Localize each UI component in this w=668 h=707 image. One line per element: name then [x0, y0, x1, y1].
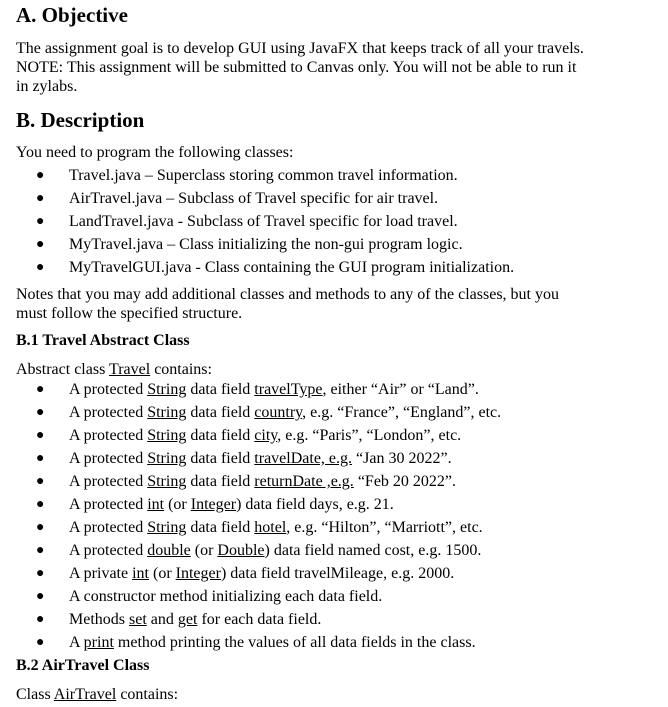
notes-line-1: Notes that you may add additional classes and methods to any of the classes, but you [16, 286, 559, 303]
list-item: ● LandTravel.java - Subclass of Travel specific for load travel. [36, 210, 656, 233]
list-item: ● A protected String data field returnDate ,e.g. “Feb 20 2022”. [36, 470, 656, 493]
notes-line-2: must follow the specified structure. [16, 305, 243, 322]
bullet-icon: ● [36, 635, 45, 650]
section-a-heading: A. Objective [16, 3, 128, 27]
description-intro: You need to program the following classes: [16, 144, 294, 161]
list-item: ● Methods set and get for each data field. [36, 608, 656, 631]
list-item: ● MyTravel.java – Class initializing the non-gui program logic. [36, 233, 656, 256]
list-item: ● AirTravel.java – Subclass of Travel specific for air travel. [36, 187, 656, 210]
objective-line-3: in zylabs. [16, 78, 78, 95]
bullet-icon: ● [36, 382, 45, 397]
travel-class-name: Travel [109, 361, 151, 378]
bullet-icon: ● [36, 497, 45, 512]
section-b1-heading: B.1 Travel Abstract Class [16, 332, 190, 349]
list-item: ● A private int (or Integer) data field travelMileage, e.g. 2000. [36, 562, 656, 585]
travel-fields-list [36, 378, 656, 654]
list-item: ● A protected String data field travelDate, e.g. “Jan 30 2022”. [36, 447, 656, 470]
travel-class-intro: Abstract class Travel contains: [16, 361, 212, 378]
list-item: ● Travel.java – Superclass storing common travel information. [36, 164, 656, 187]
bullet-icon: ● [36, 191, 45, 206]
list-item: ● A protected String data field country, e.g. “France”, “England”, etc. [36, 401, 656, 424]
section-b-heading: B. Description [16, 108, 145, 132]
list-item: ● A constructor method initializing each data field. [36, 585, 656, 608]
objective-line-1: The assignment goal is to develop GUI using JavaFX that keeps track of all your travels. [16, 40, 584, 57]
airtravel-class-intro: Class AirTravel contains: [16, 686, 179, 703]
list-item: ● A protected String data field hotel, e.g. “Hilton”, “Marriott”, etc. [36, 516, 656, 539]
bullet-icon: ● [36, 214, 45, 229]
list-item: ● A protected double (or Double) data field named cost, e.g. 1500. [36, 539, 656, 562]
list-item: ● MyTravelGUI.java - Class containing the GUI program initialization. [36, 256, 656, 279]
list-item: ● A print method printing the values of all data fields in the class. [36, 631, 656, 654]
bullet-icon: ● [36, 612, 45, 627]
list-item: ● A protected String data field travelType, either “Air” or “Land”. [36, 378, 656, 401]
objective-line-2: NOTE: This assignment will be submitted to Canvas only. You will not be able to run it [16, 59, 577, 76]
bullet-icon: ● [36, 543, 45, 558]
bullet-icon: ● [36, 520, 45, 535]
bullet-icon: ● [36, 474, 45, 489]
bullet-icon: ● [36, 589, 45, 604]
bullet-icon: ● [36, 405, 45, 420]
bullet-icon: ● [36, 566, 45, 581]
list-item: ● A protected String data field city, e.g. “Paris”, “London”, etc. [36, 424, 656, 447]
class-list [36, 164, 656, 279]
bullet-icon: ● [36, 451, 45, 466]
bullet-icon: ● [36, 237, 45, 252]
bullet-icon: ● [36, 428, 45, 443]
bullet-icon: ● [36, 168, 45, 183]
bullet-icon: ● [36, 260, 45, 275]
list-item: ● A protected int (or Integer) data field days, e.g. 21. [36, 493, 656, 516]
section-b2-heading: B.2 AirTravel Class [16, 657, 150, 674]
airtravel-class-name: AirTravel [53, 686, 117, 703]
